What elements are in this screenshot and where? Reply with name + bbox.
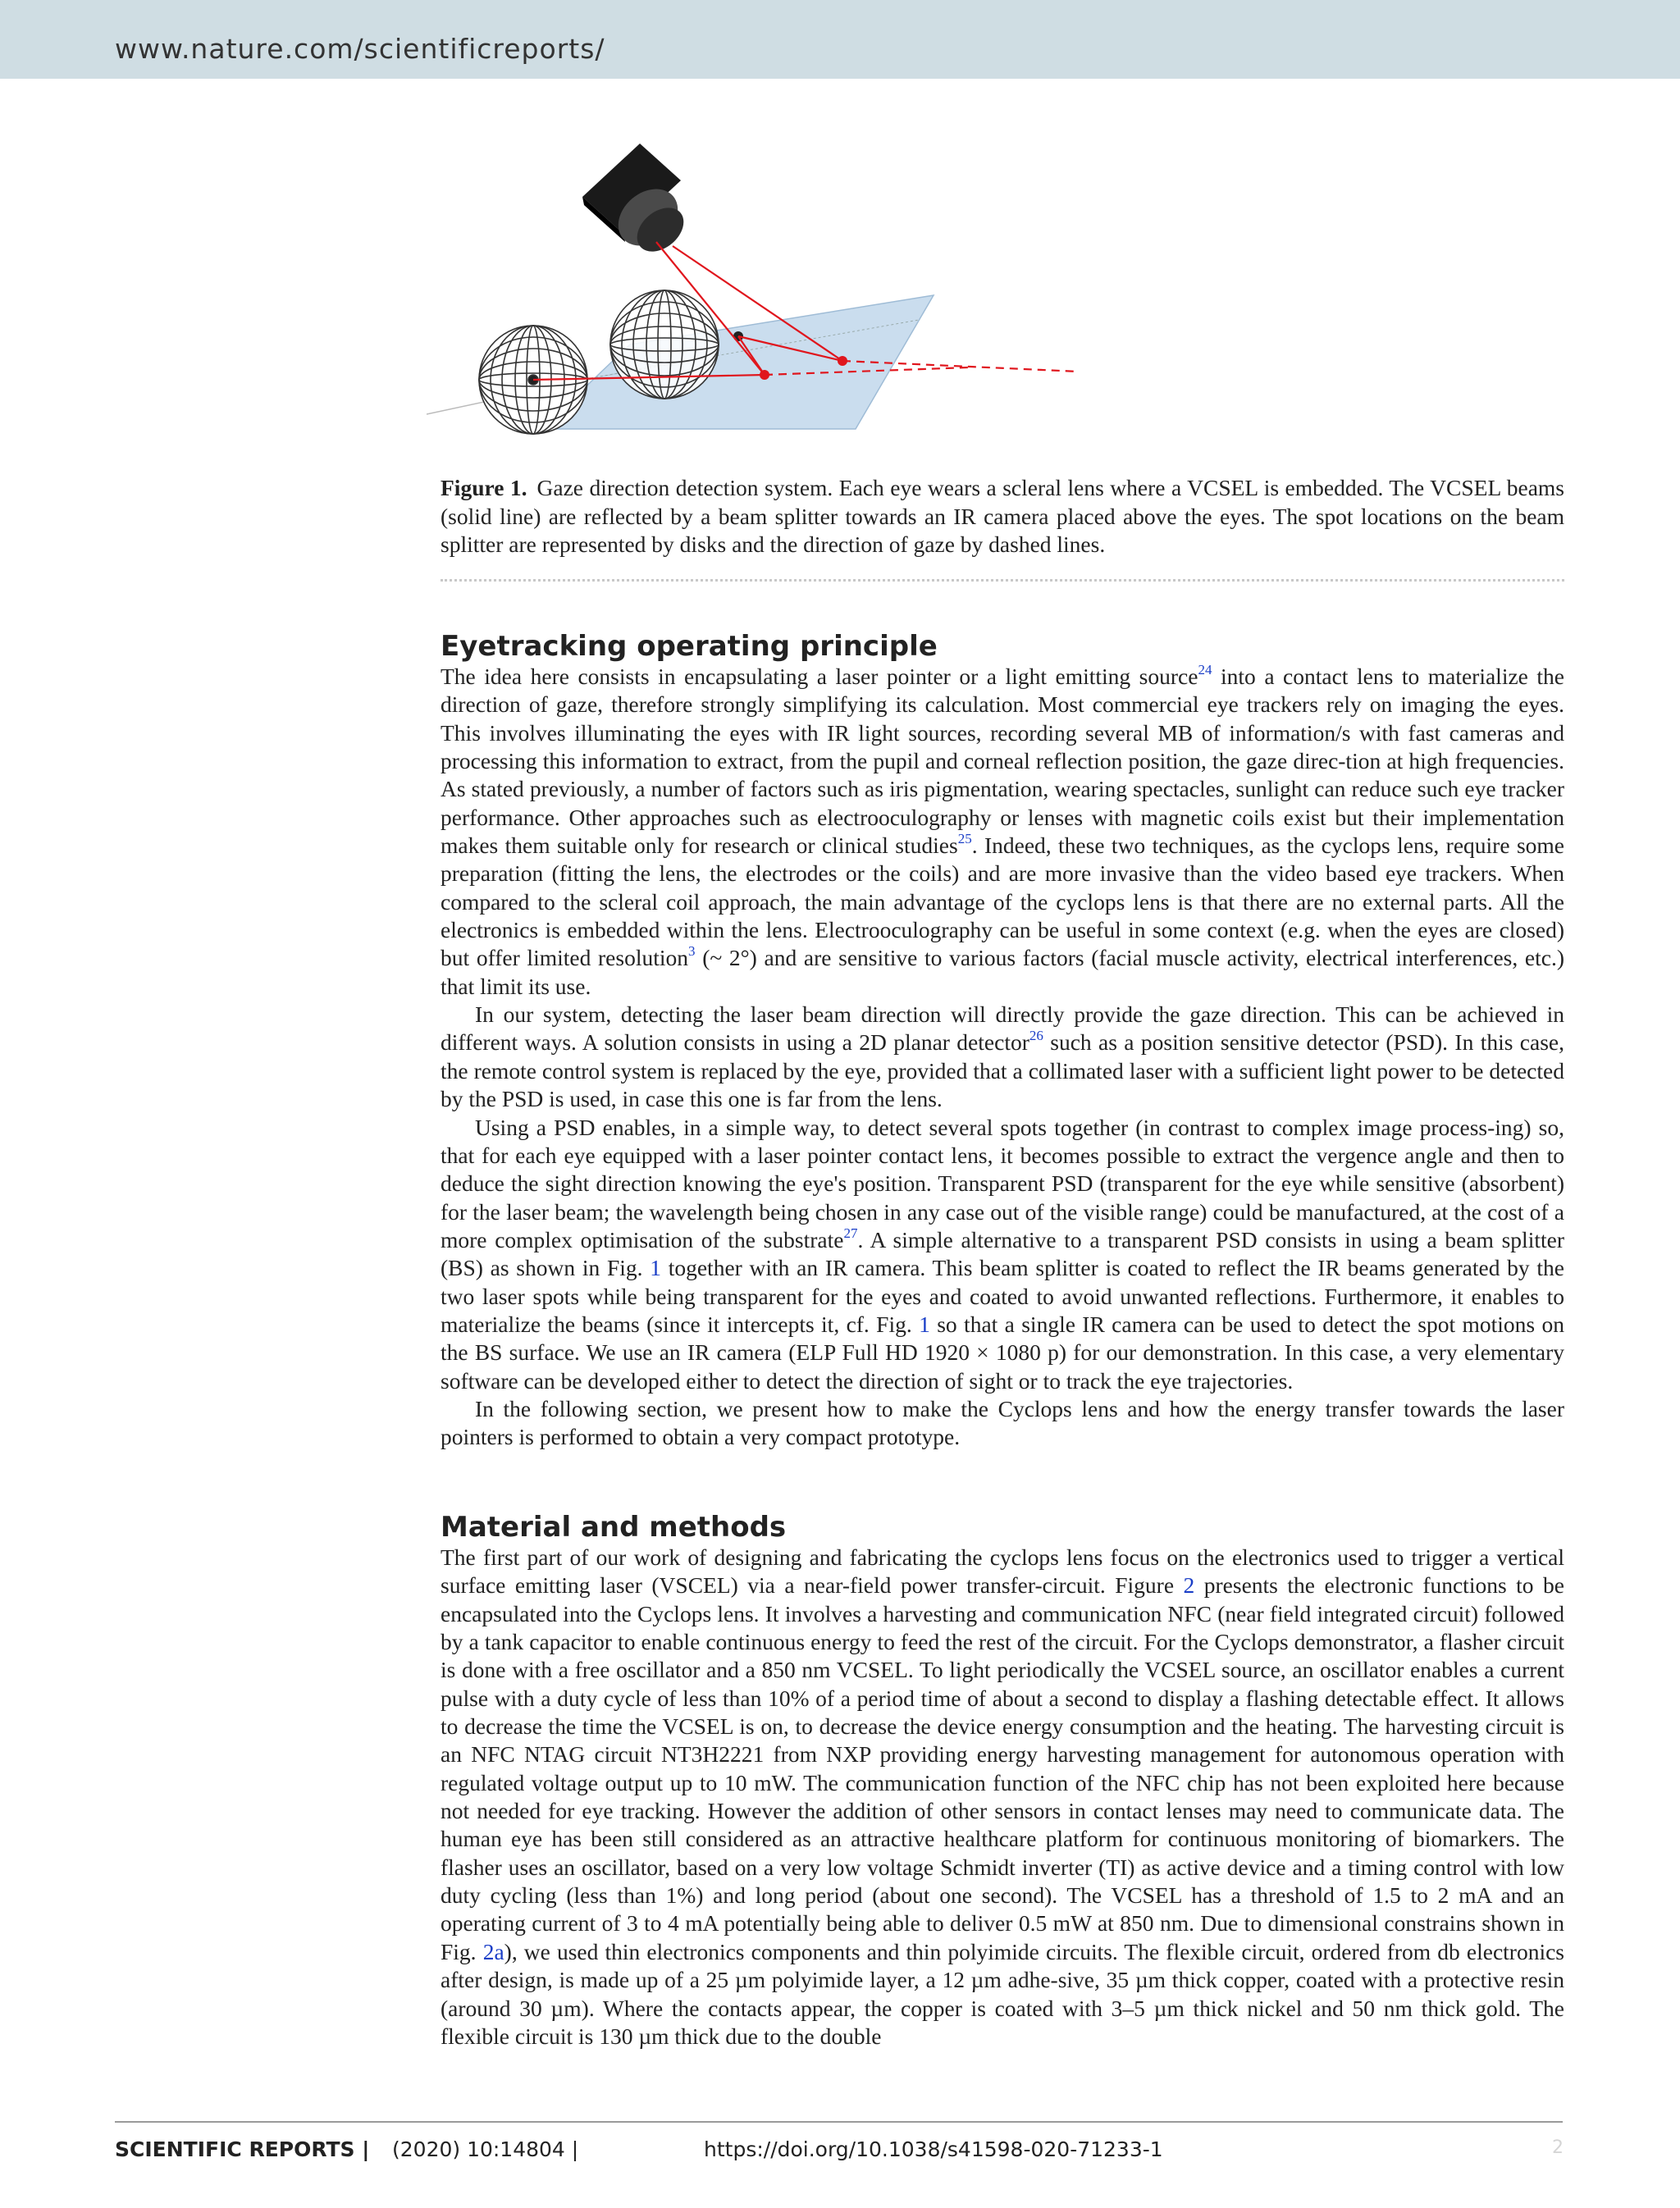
- figure-caption-text: Gaze direction detection system. Each eye wears a scleral lens where a VCSEL is embedded. The VCSEL beams (solid line) are reflected by a beam splitter towards an IR camera placed above the eyes. The spot locations on the beam splitter are represented by disks and the direction of gaze by dashed lines.: [441, 475, 1564, 557]
- citation-link[interactable]: 27: [843, 1225, 858, 1241]
- citation-link[interactable]: 26: [1029, 1028, 1043, 1044]
- spot-disk-left: [760, 370, 769, 380]
- figure-link[interactable]: 2a: [482, 1938, 504, 1964]
- text-run: such as a position sensitive detector (PSD). In this case, the remote control system is replaced by the eye, provided that a collimated laser with a sufficient light power to be detected by the PSD is used, in case this one is far from the lens.: [441, 1029, 1564, 1112]
- figure-label: Figure 1.: [441, 475, 527, 500]
- section-body-methods: [441, 1544, 1564, 2051]
- ir-camera-icon: [582, 144, 692, 260]
- text-run: ), we used thin electronics components and thin polyimide circuits. The flexible circuit, ordered from db electronics after design, is made up of a 25 µm polyimide layer, a 12 µm adhe-sive, 35 µm thick copper, coated with a protective resin (around 30 µm). Where the contacts appear, the copper is coated with 3–5 µm thick nickel and 50 nm thick gold. The flexible circuit is 130 µm thick due to the double: [441, 1938, 1565, 2049]
- page-number: 2: [1552, 2137, 1564, 2158]
- section-heading-methods: Material and methods: [441, 1511, 787, 1544]
- paragraph: [441, 1544, 1564, 2051]
- paragraph: In the following section, we present how to make the Cyclops lens and how the energy transfer towards the laser pointers is performed to obtain a very compact prototype.: [441, 1395, 1564, 1450]
- footer-citation: (2020) 10:14804 |: [392, 2137, 579, 2161]
- text-run: In our system, detecting the laser beam direction will directly provide the gaze direction. This can be achieved in different ways. A solution consists in using a 2D planar detector: [441, 1001, 1564, 1056]
- site-header-bar: [0, 0, 1680, 79]
- text-run: into a contact lens to materialize the direction of gaze, therefore strongly simplifying its calculation. Most commercial eye trackers rely on imaging the eyes. This involves illuminating the eyes with IR light sources, recording several MB of information/s with fast cameras and processing this information to extract, from the pupil and corneal reflection position, the gaze direc-tion at high frequencies. As stated previously, a number of factors such as iris pigmentation, wearing spectacles, sunlight can reduce such eye tracker performance. Other approaches such as electrooculography or lenses with magnetic coils exist but their implementation makes them suitable only for research or clinical studies: [441, 664, 1565, 859]
- footer-journal: SCIENTIFIC REPORTS |: [115, 2137, 370, 2161]
- footer-rule: [115, 2121, 1563, 2123]
- figure-link[interactable]: 1: [919, 1311, 930, 1337]
- figure-1-illustration: [427, 135, 1083, 459]
- figure-link[interactable]: 2: [1183, 1572, 1195, 1599]
- text-run: together with an IR camera. This beam splitter is coated to reflect the IR beams generated by the two laser spots while being transparent for the eyes and coated to avoid unwanted reflections. Furthermore, it enables to materialize the beams (since it intercepts it, cf. Fig.: [441, 1255, 1564, 1337]
- paragraph: [441, 663, 1564, 1001]
- paragraph: [441, 1001, 1564, 1113]
- text-run: presents the electronic functions to be encapsulated into the Cyclops lens. It involves a harvesting and communication NFC (near field integrated circuit) followed by a tank capacitor to enable continuous energy to feed the rest of the circuit. For the Cyclops demonstrator, a flasher circuit is done with a free oscillator and a 850 nm VCSEL. To light periodically the VCSEL source, an oscillator enables a current pulse with a duty cycle of less than 10% of a period time of about a second to display a flashing detectable effect. It allows to decrease the time the VCSEL is on, to decrease the device energy consumption and the heating. The harvesting circuit is an NFC NTAG circuit NT3H2221 from NXP providing energy harvesting management for autonomous operation with regulated voltage output up to 10 mW. The communication function of the NFC chip has not been exploited here because not needed for eye tracking. However the addition of other sensors in contact lenses may need to communicate data. The human eye has been still considered as an attractive healthcare platform for continuous monitoring of biomarkers. The flasher uses an oscillator, based on a very low voltage Schmidt inverter (TI) as active device and a timing control with low duty cycling (less than 1%) and long period (about one second). The VCSEL has a threshold of 1.5 to 2 mA and an operating current of 3 to 4 mA potentially being able to deliver 0.5 mW at 850 nm. Due to dimensional constrains shown in Fig.: [441, 1572, 1564, 1964]
- text-run: Using a PSD enables, in a simple way, to detect several spots together (in contrast to complex image process-ing) so, that for each eye equipped with a laser pointer contact lens, it becomes possible to extract the vergence angle and then to deduce the sight direction knowing the eye's position. Transparent PSD (transparent for the eye while sensitive (absorbent) for the laser beam; the wavelength being chosen in any case out of the visible range) could be manufactured, at the cost of a more complex optimisation of the substrate: [441, 1114, 1564, 1252]
- section-body-eyetracking: [441, 663, 1564, 1452]
- section-heading-eyetracking: Eyetracking operating principle: [441, 630, 938, 663]
- text-run: so that a single IR camera can be used to detect the spot motions on the BS surface. We use an IR camera (ELP Full HD 1920 × 1080 p) for our demonstration. In this case, a very elementary software can be developed either to detect the direction of sight or to track the eye trajectories.: [441, 1311, 1564, 1394]
- text-run: The idea here consists in encapsulating a laser pointer or a light emitting source: [441, 664, 1198, 689]
- figure-link[interactable]: 1: [650, 1255, 661, 1281]
- text-run: (~ 2°) and are sensitive to various factors (facial muscle activity, electrical interferences, etc.) that limit its use.: [441, 945, 1565, 999]
- text-run: . Indeed, these two techniques, as the cyclops lens, require some preparation (fitting the lens, the electrodes or the coils) and are more invasive than the video based eye trackers. When compared to the scleral coil approach, the main advantage of the cyclops lens is that there are no external parts. All the electronics is embedded within the lens. Electrooculography can be useful in some context (e.g. when the eyes are closed) but offer limited resolution: [441, 833, 1564, 971]
- caption-separator: [441, 579, 1564, 582]
- spot-disk-right: [838, 356, 847, 366]
- citation-link[interactable]: 25: [957, 831, 972, 847]
- site-url[interactable]: www.nature.com/scientificreports/: [115, 33, 605, 65]
- citation-link[interactable]: 24: [1198, 662, 1212, 677]
- figure-caption: [441, 474, 1564, 559]
- footer-doi-link[interactable]: https://doi.org/10.1038/s41598-020-71233-1: [704, 2137, 1163, 2161]
- citation-link[interactable]: 3: [688, 943, 696, 960]
- text-run: . A simple alternative to a transparent PSD consists in using a beam splitter (BS) as shown in Fig.: [441, 1226, 1564, 1281]
- gaze-detection-diagram: [427, 135, 1083, 459]
- paragraph: [441, 1114, 1564, 1395]
- text-run: The first part of our work of designing and fabricating the cyclops lens focus on the electronics used to trigger a vertical surface emitting laser (VSCEL) via a near-field power transfer-circuit. Figure: [441, 1544, 1564, 1599]
